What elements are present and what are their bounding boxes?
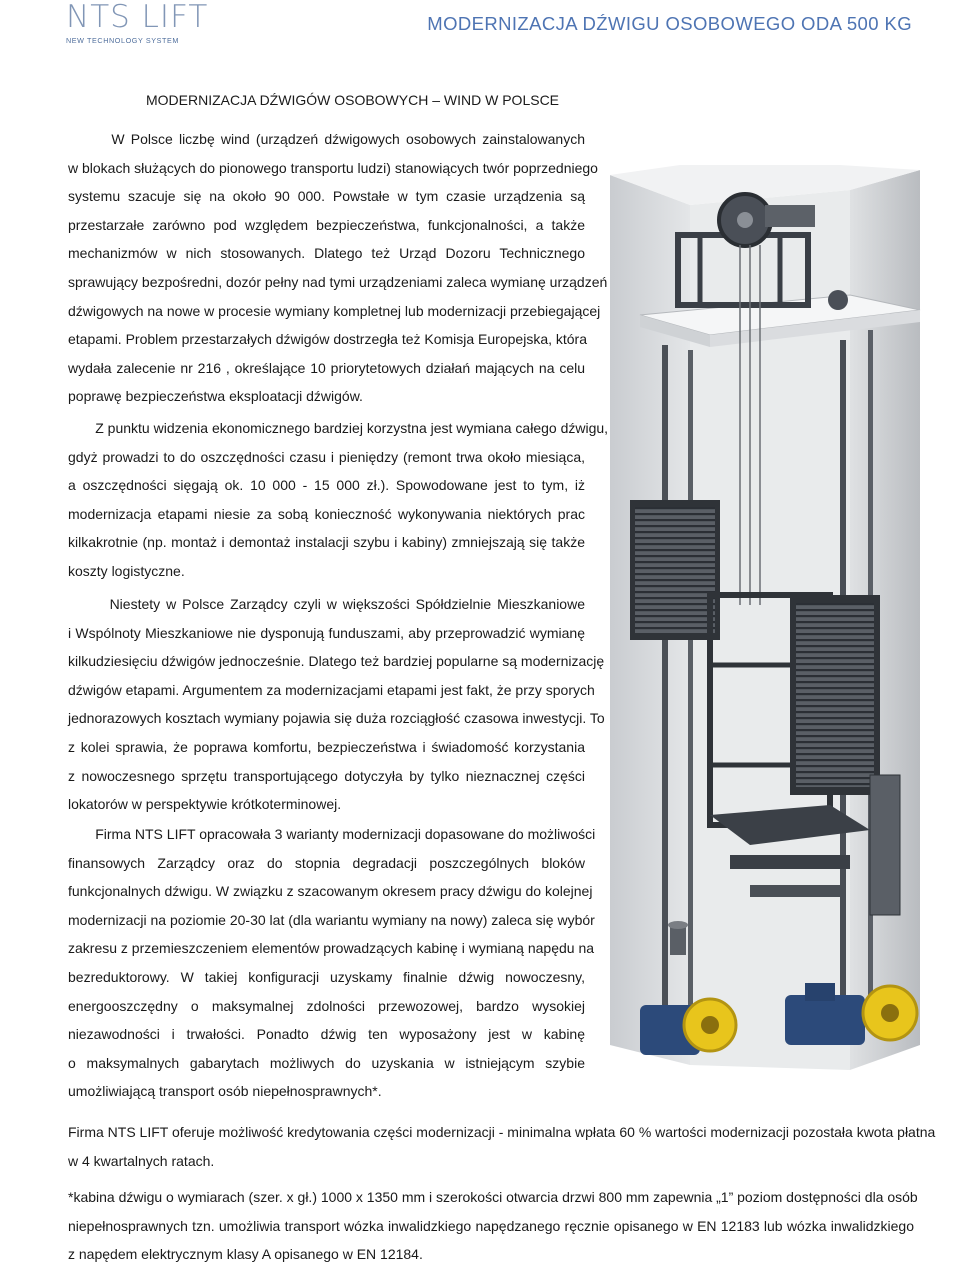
page-header-title: MODERNIZACJA DŹWIGU OSOBOWEGO ODA 500 KG: [427, 13, 912, 34]
text-line: umożliwiającą transport osób niepełnosprawnych*.: [68, 1083, 382, 1100]
text-line: zakresu z przemieszczeniem elementów prowadzących kabinę i wymianą napędu na: [68, 940, 595, 957]
nts-lift-logo: [66, 0, 209, 46]
text-line: systemu szacuje się na około 90 000. Powstałe w tym czasie urządzenia są: [68, 188, 585, 205]
text-line: funkcjonalnych dźwigu. W związku z szacowanym okresem pracy dźwigu do kolejnej: [68, 883, 593, 900]
text-line: z kolei sprawia, że poprawa komfortu, bezpieczeństwa i świadomość korzystania: [68, 738, 585, 755]
text-line: jednorazowych kosztach wymiany pojawia się duża rozciągłość czasowa inwestycji. To: [68, 710, 605, 727]
text-line: o maksymalnych gabarytach możliwych do uzyskania w istniejącym szybie: [68, 1054, 585, 1071]
text-line: finansowych Zarządcy oraz do stopnia degradacji poszczególnych bloków: [68, 854, 585, 871]
text-line: z nowoczesnego sprzętu transportującego dotyczyła by tylko nieznacznej części: [68, 767, 585, 784]
text-line: koszty logistyczne.: [68, 562, 185, 579]
text-line: lokatorów w perspektywie krótkoterminowej.: [68, 796, 342, 813]
text-line: wydała zalecenie nr 216 , określające 10 priorytetowych działań mających na celu: [68, 359, 585, 376]
text-line: *kabina dźwigu o wymiarach (szer. x gł.) 1000 x 1350 mm i szerokości otwarcia drzwi 800 mm zapewnia „1” poziom dostępności dla osób: [68, 1189, 918, 1205]
text-line: i Wspólnoty Mieszkaniowe nie dysponują funduszami, aby przeprowadzić wymianę: [68, 624, 585, 641]
text-line: bezreduktorowy. W takiej konfiguracji uzyskamy finalnie dźwig nowoczesny,: [68, 968, 585, 985]
text-line: gdyż prowadzi to do oszczędności czasu i pieniędzy (remont trwa około miesiąca,: [68, 448, 585, 465]
text-line: W Polsce liczbę wind (urządzeń dźwigowych osobowych zainstalowanych: [68, 131, 585, 147]
text-line: modernizacji na poziomie 20-30 lat (dla wariantu wymiany na nowy) zaleca się wybór: [68, 911, 595, 928]
text-line: dźwigów etapami. Argumentem za modernizacjami etapami jest fakt, że przy sporych: [68, 681, 595, 698]
paragraph-polish-lift-stock: [68, 125, 608, 411]
paragraph-nts-variants: [68, 820, 596, 1106]
paragraph-economic-view: [68, 414, 609, 586]
text-line: w blokach służących do pionowego transportu ludzi) stanowiących twór poprzedniego: [68, 159, 598, 176]
text-line: w 4 kwartalnych ratach.: [68, 1152, 215, 1169]
elevator-shaft-illustration: [600, 165, 930, 1075]
paragraph-funding-limits: [68, 590, 605, 819]
text-line: Firma NTS LIFT opracowała 3 warianty modernizacji dopasowane do możliwości: [68, 826, 596, 842]
text-line: Niestety w Polsce Zarządcy czyli w większości Spółdzielnie Mieszkaniowe: [68, 596, 585, 612]
paragraph-credit-offer: [68, 1118, 936, 1175]
text-line: poprawę bezpieczeństwa eksploatacji dźwigów.: [68, 388, 363, 405]
logo-tagline: NEW TECHNOLOGY SYSTEM: [66, 36, 179, 45]
text-line: niezawodności i trwałości. Ponadto dźwig ten wyposażony jest w kabinę: [68, 1026, 585, 1043]
text-line: sprawujący bezpośredni, dozór pełny nad tymi urządzeniami zaleca wymianę urządzeń: [68, 273, 608, 290]
footnote-cabin-dimensions: [68, 1183, 918, 1269]
text-line: z napędem elektrycznym klasy A opisanego w EN 12184.: [68, 1246, 423, 1263]
text-line: dźwigowych na nowe w procesie wymiany kompletnej lub modernizacji przebiegającej: [68, 302, 601, 319]
text-line: niepełnosprawnych tzn. umożliwia transport wózka inwalidzkiego napędzanego ręcznie opisanego w EN 12183 lub wózka inwalidzkiego: [68, 1217, 914, 1234]
text-line: modernizacja etapami niesie za sobą konieczność wykonywania niektórych prac: [68, 505, 585, 522]
text-line: kilkudziesięciu dźwigów jednocześnie. Dlatego też bardziej popularne są modernizację: [68, 653, 605, 670]
section-title: MODERNIZACJA DŹWIGÓW OSOBOWYCH – WIND W POLSCE: [146, 92, 560, 108]
logo-wordmark: NTS LIFT: [66, 0, 209, 35]
text-line: Z punktu widzenia ekonomicznego bardziej korzystna jest wymiana całego dźwigu,: [68, 420, 609, 436]
text-line: mechanizmów w nich stosowanych. Dlatego też Urząd Dozoru Technicznego: [68, 245, 585, 262]
text-line: kilkakrotnie (np. montaż i demontaż instalacji szybu i kabiny) zmniejszają się także: [68, 534, 585, 551]
text-line: a oszczędności sięgają ok. 10 000 - 15 000 zł.). Spowodowane jest to tym, iż: [68, 477, 585, 494]
text-line: Firma NTS LIFT oferuje możliwość kredytowania części modernizacji - minimalna wpłata 60 % wartości modernizacji pozostała kwota płatna: [68, 1124, 936, 1140]
text-line: etapami. Problem przestarzałych dźwigów dostrzegła też Komisja Europejska, która: [68, 331, 588, 348]
text-line: przestarzałe zarówno pod względem bezpieczeństwa, funkcjonalności, a także: [68, 216, 585, 233]
text-line: energooszczędny o maksymalnej zdolności przewozowej, bardzo wysokiej: [68, 997, 585, 1014]
